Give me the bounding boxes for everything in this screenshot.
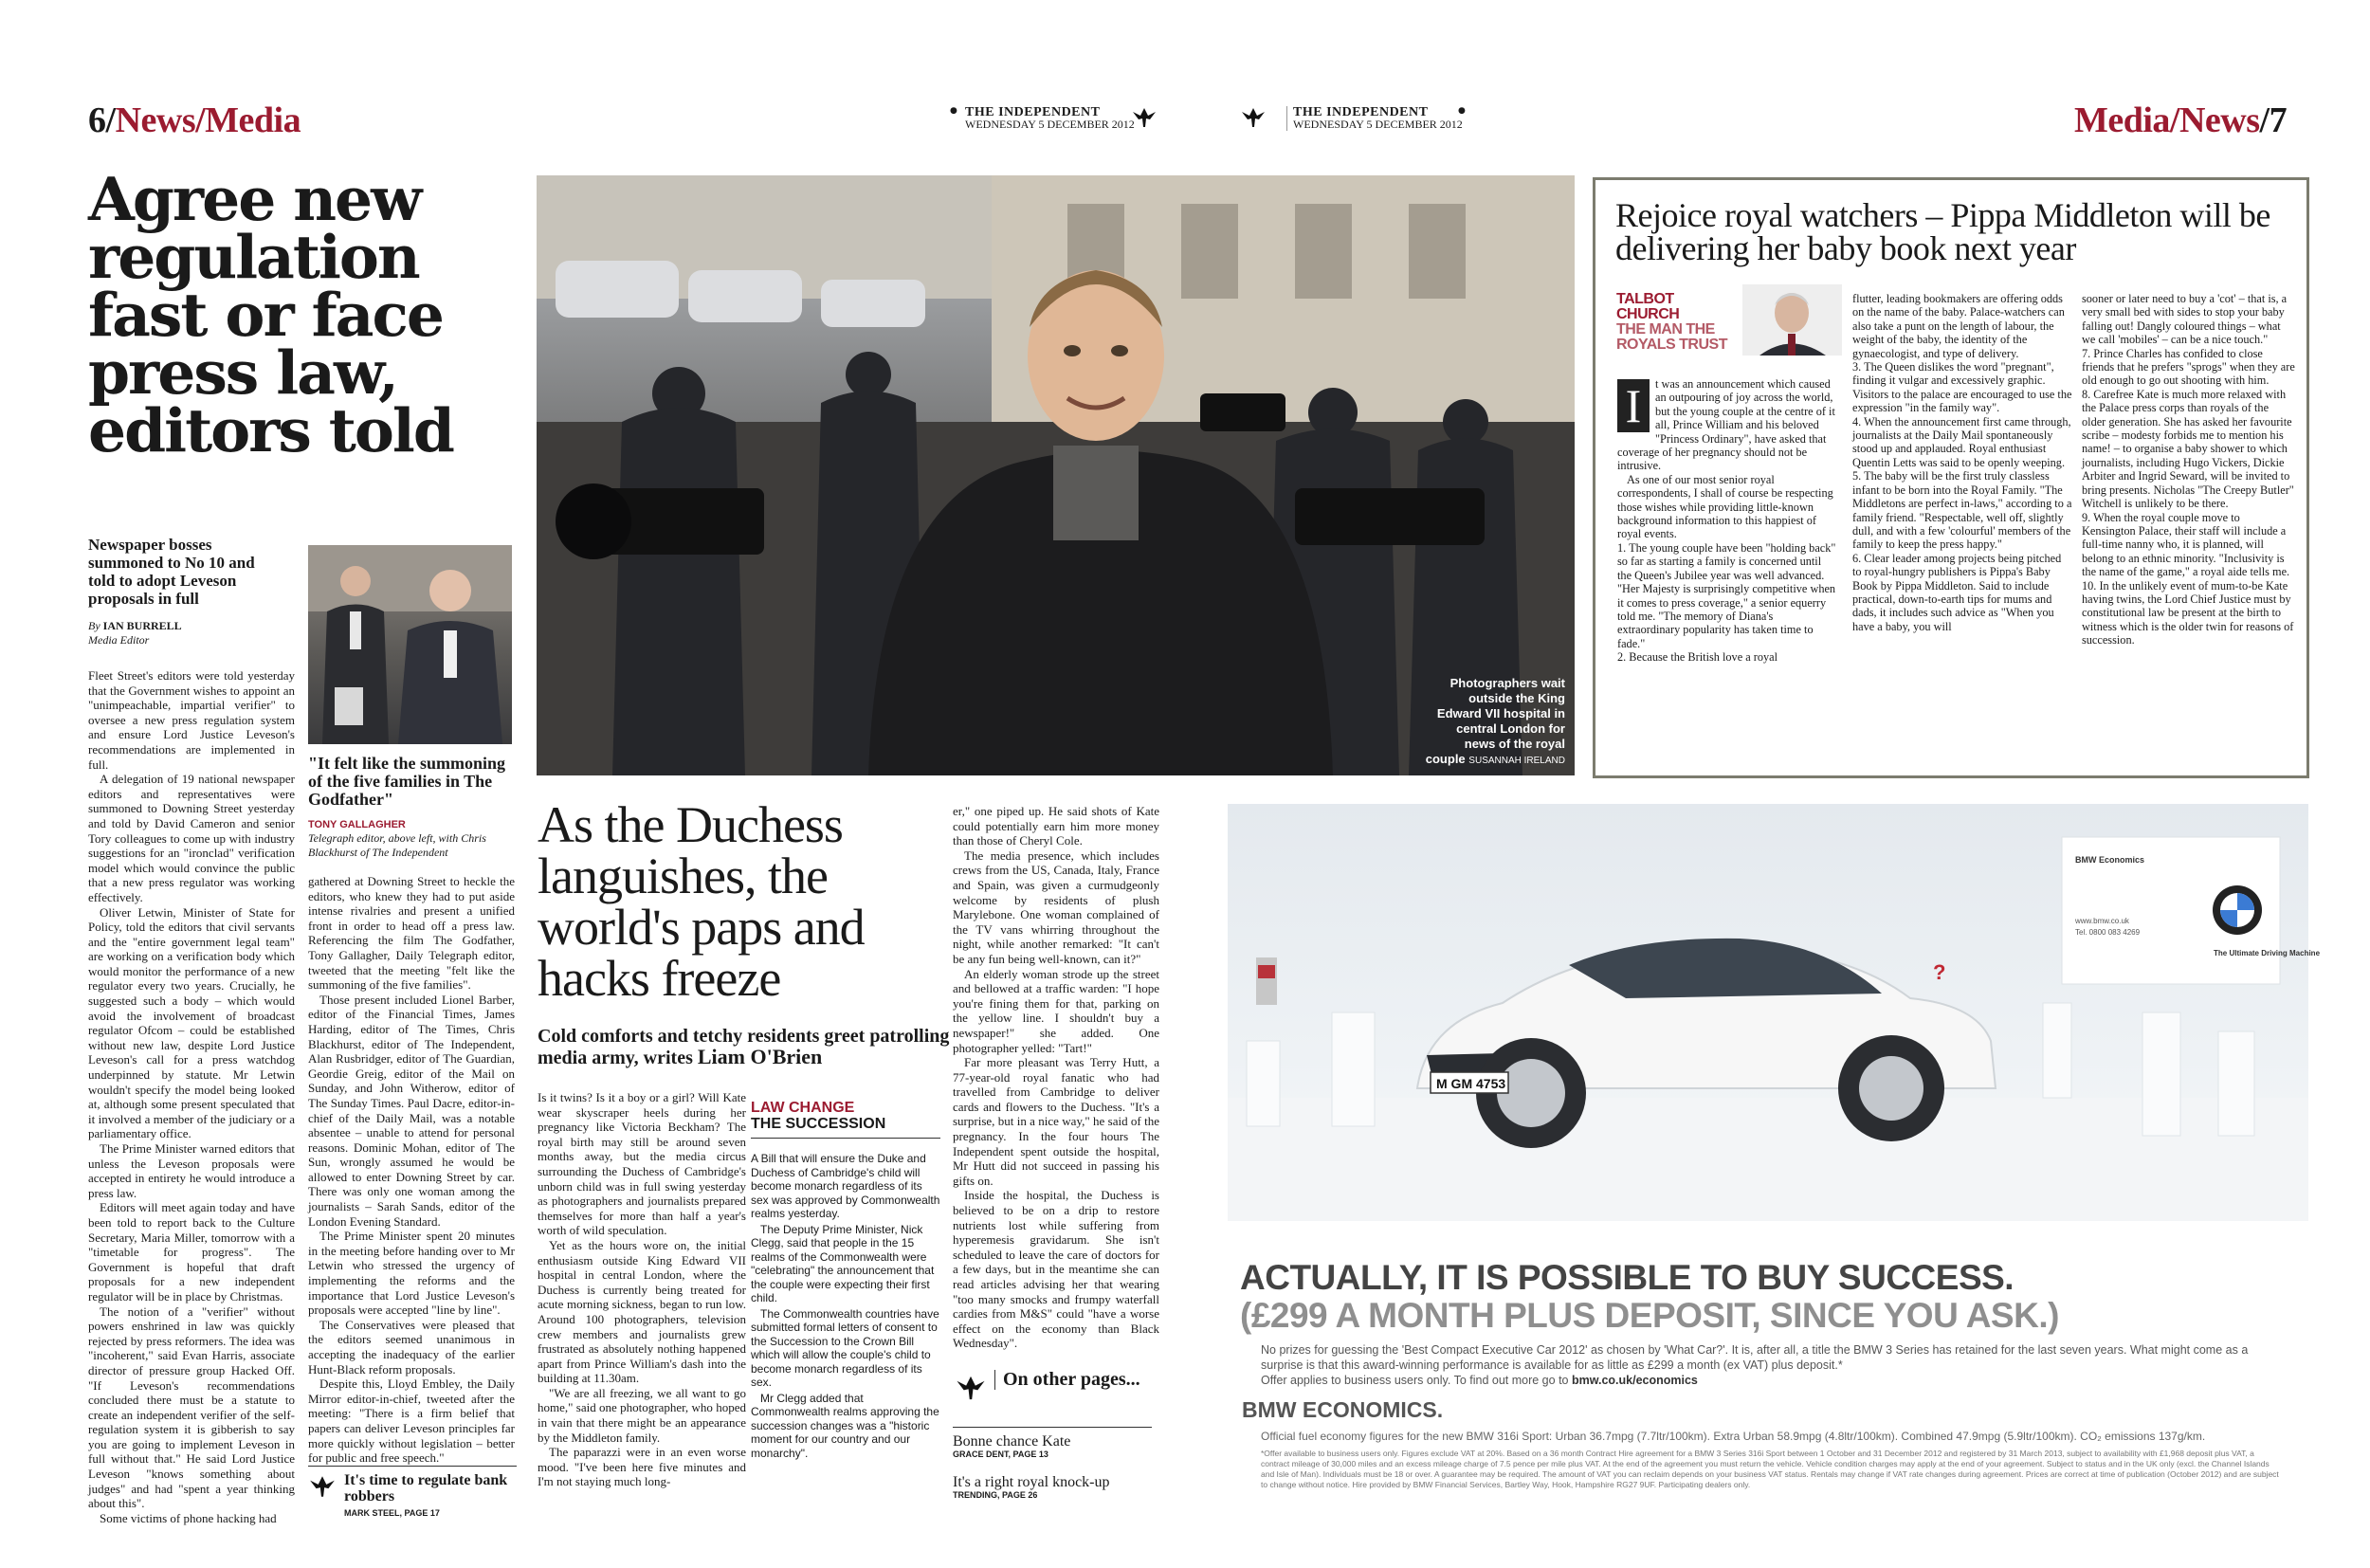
- byline-name: IAN BURRELL: [102, 619, 182, 632]
- byline-prefix: By: [88, 619, 100, 632]
- caption-text: Photographers wait outside the King Edward VII hospital in central London for news of the royal couple: [1425, 676, 1565, 766]
- pippa-paragraph: sooner or later need to buy a 'cot' – that is, a very small bed with sides to stop your baby falling out! Dangly coloured things – what we call 'mobiles' – can be a nice touch.": [2082, 292, 2288, 347]
- main-photo-illustration: [537, 175, 1575, 775]
- columnist-tag: [1616, 292, 1730, 353]
- photo-credit: SUSANNAH IRELAND: [1468, 756, 1565, 766]
- lead-paragraph: A delegation of 19 national newspaper editors and representatives were summoned to Downing Street yesterday and told by David Cameron and senior Tory colleagues to come up with industry suggestions for an "ironclad" verification model which would convince the public that a new press regulator was working effectively.: [88, 772, 295, 904]
- editors-photo-illustration: [308, 545, 512, 744]
- pull-quote: "It felt like the summoning of the five families in The Godfather": [308, 754, 505, 809]
- duchess-paragraph: Far more pleasant was Terry Hutt, a 77-year-old royal fanatic who had travelled from Cambridge to deliver cards and flowers to the Duchess. "It's a surprise, but in a nice way," he said of the pregnancy. In the four hours The Independent spent outside the hospital, Mr Hutt did not succeed in passing his gifts on.: [953, 1055, 1159, 1188]
- sidebar-paragraph: A Bill that will ensure the Duke and Duchess of Cambridge's child will become monarch regardless of its sex was approved by Commonwealth realms yesterday.: [751, 1152, 940, 1220]
- duchess-standfirst: [538, 1026, 955, 1068]
- bmw-fine-print: *Offer available to business users only. Figures exclude VAT at 20%. Based on a 36 month Contract Hire agreement for a BMW 3 Series 316i Sport between 1 October and 31 December 2012 and registered by 31 March 2013, subject to availability with £1,968 deposit plus VAT, a contract mileage of 30,000 miles and an excess mileage charge of 7.5 pence per mile plus VAT. At the end of the agreement you must return the vehicle. Vehicle condition charges may apply at the end of your agreement. Subject to status and in the UK only (excl. the Channel Islands and Isle of Man). Individuals must be 18 or over. A guarantee may be required. The amount of VAT you can reclaim depends on your business VAT status. Rentals may change if VAT rate changes during agreement. Prices are correct at time of publication (October 2012) and are subject to change without notice. Hire provided by BMW Financial Services, Bartley Way, Hook, Hampshire RG27 9UF. Participating dealers only.: [1261, 1449, 2279, 1489]
- duchess-paragraph: An elderly woman strode up the street and bellowed at a traffic warden: "I hope you're fining them for that, parking on the yellow line. I shouldn't buy a newspaper!" she added. One photographer yelled: "Tart!": [953, 966, 1159, 1055]
- drop-cap: I: [1617, 379, 1650, 432]
- ad-card-tel: Tel. 0800 083 4269: [2075, 928, 2141, 937]
- masthead-right: [1286, 106, 1463, 131]
- pippa-paragraph: 7. Prince Charles has confided to close friends that he prefers "sprogs" when they are old enough to go out shooting with him.: [2082, 346, 2295, 388]
- lead-headline: Agree new regulation fast or face press law, editors told: [88, 164, 453, 465]
- left-folio: [88, 100, 301, 141]
- duchess-paragraph: The media presence, which includes crews from the US, Canada, Italy, France and Spain, was given a curmudgeonly welcome by residents of plush Marylebone. One woman complained of the TV vans whirring throughout the night, while another remarked: "It can't be any fun being well-known, can it?": [953, 848, 1159, 966]
- other-pages-teaser-1[interactable]: [953, 1427, 1152, 1459]
- pull-quote-name: TONY GALLAGHER: [308, 819, 406, 830]
- masthead-left: [965, 106, 1135, 131]
- left-folio-number: 6/: [88, 100, 116, 140]
- duchess-paragraph: The paparazzi were in an even worse mood. "I've been here five minutes and I'm not staying much long-: [538, 1445, 746, 1489]
- bmw-logo-icon: [2213, 885, 2262, 935]
- bmw-url-link[interactable]: bmw.co.uk/economics: [1571, 1374, 1698, 1387]
- pippa-paragraph: 3. The Queen dislikes the word "pregnant", finding it vulgar and excessively graphic. Visitors to the palace are encouraged to use the expression "in the family way".: [1852, 360, 2072, 415]
- paper-name: THE INDEPENDENT: [965, 105, 1101, 119]
- paper-name: THE INDEPENDENT: [1293, 105, 1429, 119]
- succession-sidebar: [751, 1100, 940, 1462]
- right-folio: [2074, 100, 2287, 141]
- pull-quote-role: Telegraph editor, above left, with Chris Blackhurst of The Independent: [308, 831, 486, 859]
- teaser-2-ref: TRENDING, PAGE 26: [953, 1490, 1038, 1500]
- sidebar-title: THE SUCCESSION: [751, 1116, 940, 1139]
- columnist-tagline: THE MAN THE ROYALS TRUST: [1616, 321, 1727, 353]
- pippa-paragraph: 4. When the announcement first came through, journalists at the Daily Mail spontaneously stood up and applauded. Royal enthusiast Quentin Letts was said to be openly weeping.: [1852, 414, 2071, 469]
- lead-paragraph: gathered at Downing Street to heckle the editors, who knew they had to put aside intense rivalries and present a unified front in order to head off a press law. Referencing the film The Godfather, Tony Gallagher, Daily Telegraph editor, tweeted that the meeting "felt like the summoning of the five families".: [308, 874, 515, 993]
- bmw-headline-line-2: (£299 A MONTH PLUS DEPOSIT, SINCE YOU ASK.): [1240, 1296, 2059, 1335]
- issue-date: WEDNESDAY 5 DECEMBER 2012: [1293, 118, 1463, 131]
- columnist-name: TALBOT CHURCH: [1616, 291, 1680, 322]
- bmw-brand-line: BMW ECONOMICS.: [1242, 1397, 1444, 1422]
- ad-card-title: BMW Economics: [2075, 855, 2145, 865]
- main-photo: [537, 175, 1575, 775]
- left-folio-section: News/Media: [115, 100, 301, 140]
- right-folio-section: Media/News: [2074, 100, 2260, 140]
- duchess-column-2: [953, 804, 1159, 1351]
- issue-date: WEDNESDAY 5 DECEMBER 2012: [965, 118, 1135, 131]
- duchess-paragraph: Yet as the hours wore on, the initial enthusiasm outside King Edward VII hospital in central London, where the Duchess is currently being treated for acute morning sickness, began to run low. Around 100 photographers, television crew members and journalists grew frustrated as absolutely nothing happened apart from Prince William's dash into the building at 11.30am.: [538, 1237, 746, 1386]
- teaser-2-title: It's a right royal knock-up: [953, 1474, 1110, 1490]
- bmw-headline: [1240, 1259, 2321, 1335]
- other-pages-box[interactable]: [953, 1370, 1161, 1512]
- duchess-headline: As the Duchess languishes, the world's paps and hacks freeze: [538, 796, 865, 1007]
- lead-paragraph: Editors will meet again today and have been told to report back to the Culture Secretary, Maria Miller, tomorrow with a "timetable for progress". The Government is hopeful that draft proposals for a new independent regulator will be in place by Christmas.: [88, 1200, 295, 1304]
- other-pages-title: On other pages...: [994, 1370, 1164, 1390]
- columnist-portrait: [1742, 284, 1842, 356]
- lead-teaser[interactable]: [308, 1466, 517, 1518]
- lead-byline: [88, 619, 297, 647]
- lead-paragraph: The Prime Minister spent 20 minutes in the meeting before handing over to Mr Letwin who stressed the urgency of implementing the reforms and the importance that Lord Justice Leveson's proposals were accepted "line by line".: [308, 1229, 515, 1318]
- duchess-paragraph: er," one piped up. He said shots of Kate could potentially earn him more money than those of Cheryl Cole.: [953, 804, 1159, 848]
- duchess-paragraph: Inside the hospital, the Duchess is believed to be on a drip to restore nutrients lost while suffering from hyperemesis gravidarum. She isn't scheduled to leave the care of doctors for a few days, but in the meantime she can read articles advising her that wearing "too many smocks and frumpy waterfall cardies from M&S" could "have a worse effect on the economy than Black Wednesday".: [953, 1188, 1159, 1351]
- lead-paragraph: The Conservatives were pleased that the editors seemed unanimous in accepting the inadequacy of the earlier Hunt-Black reform proposals.: [308, 1317, 515, 1377]
- columnist-avatar: [1742, 284, 1842, 356]
- sidebar-paragraph: The Deputy Prime Minister, Nick Clegg, said that people in the 15 realms of the Commonwealth were "celebrating" the announcement that the couple were expecting their first child.: [751, 1222, 935, 1304]
- pull-quote-source: [308, 818, 512, 860]
- bmw-headline-line-1: ACTUALLY, IT IS POSSIBLE TO BUY SUCCESS.: [1240, 1258, 2014, 1297]
- duchess-paragraph: "We are all freezing, we all want to go home," said one photographer, who hoped in vain that there might be an appearance by the Middleton family.: [538, 1385, 746, 1445]
- teaser-1-ref: GRACE DENT, PAGE 13: [953, 1449, 1048, 1459]
- eagle-logo-icon: [308, 1472, 337, 1501]
- ad-tagline: The Ultimate Driving Machine: [2214, 949, 2321, 957]
- pippa-paragraph: 2. Because the British love a royal: [1617, 650, 1778, 665]
- ad-card-web: www.bmw.co.uk: [2075, 917, 2129, 925]
- pippa-paragraph: t was an announcement which caused an outpouring of joy across the world, but the young couple at the centre of it all, Prince William and his beloved "Princess Ordinary", have asked that coverage of her pregnancy should not be intrusive.: [1617, 377, 1835, 473]
- editors-photo: [308, 545, 512, 744]
- sidebar-kicker: LAW CHANGE: [751, 1100, 855, 1116]
- pippa-paragraph: 6. Clear leader among projects being pitched to royal-hungry publishers is Pippa's Baby Book by Pippa Middleton. Said to include practical, down-to-earth tips for mums and dads, it includes such advice as "When you have a baby, you will: [1852, 551, 2062, 633]
- duchess-standfirst-text: Cold comforts and tetchy residents greet patrolling media army, writes: [538, 1026, 950, 1068]
- duchess-column-1: [538, 1090, 746, 1489]
- lead-teaser-title: It's time to regulate bank robbers: [344, 1472, 508, 1504]
- sidebar-body: [751, 1152, 940, 1460]
- lead-paragraph: The notion of a "verifier" without powers enshrined in law was quickly rejected by press reformers. The idea was "incoherent," said Evan Harris, associate director of pressure group Hacked Off. "If Leveson's recommendations concluded there must be a statute to create an independent verifier of the self-regulation system it is gibberish to say you are going to implement Leveson in full without that." He said Lord Justice Leveson "knows something about judges" and had "spent a year thinking about this".: [88, 1304, 295, 1511]
- bullet-icon: ●: [950, 106, 957, 116]
- lead-paragraph: Those present included Lionel Barber, editor of the Financial Times, James Harding, editor of The Times, Chris Blackhurst, editor of The Independent, Alan Rusbridger, editor of The Guardian, Geordie Greig, editor of the Mail on Sunday, and John Witherow, editor of The Sunday Times. Paul Dacre, editor-in-chief of the Daily Mail, was a notable absentee – unable to attend for personal reasons. Dominic Mohan, editor of The Sun, wrongly assumed he would be allowed to enter Downing Street by car. There was only one woman among the journalists – Sarah Sands, editor of the London Evening Standard.: [308, 992, 515, 1229]
- question-mark-icon: ?: [1933, 960, 1946, 984]
- teaser-1-title: Bonne chance Kate: [953, 1433, 1071, 1449]
- bullet-icon: ●: [1458, 106, 1466, 116]
- eagle-logo-icon: [1131, 104, 1158, 131]
- eagle-logo-icon: [1240, 104, 1267, 131]
- duchess-writer: Liam O'Brien: [697, 1045, 823, 1068]
- pippa-paragraph: 5. The baby will be the first truly classless infant to be born into the Royal Family. "The Middletons are perfect in-laws," according to a family friend. "Respectable, well off, slightly dull, and with a few 'colourful' members of the family to keep the press happy.": [1852, 469, 2072, 552]
- bmw-fuel-figures: Official fuel economy figures for the new BMW 316i Sport: Urban 36.7mpg (7.7ltr/100km). Extra Urban 58.9mpg (4.8ltr/100km). Combined 47.9mpg (5.9ltr/100km). CO₂ emissions 137g/km.: [1261, 1430, 2206, 1443]
- lead-column-2: [308, 874, 515, 1466]
- pippa-column-2: [1852, 292, 2072, 633]
- license-plate: M GM 4753: [1436, 1076, 1506, 1091]
- right-folio-number: /7: [2259, 100, 2288, 140]
- lead-paragraph: Fleet Street's editors were told yesterday that the Government wishes to appoint an "unimpeachable, impartial verifier" to oversee a new press regulation system and ensure Lord Justice Leveson's recommendations are implemented in full.: [88, 668, 295, 772]
- lead-teaser-ref: MARK STEEL, PAGE 17: [344, 1508, 440, 1518]
- pippa-paragraph: 1. The young couple have been "holding back" so far as starting a family is concerned until the Queen's Jubilee year was well advanced. "Her Majesty is surprisingly competitive when it comes to press coverage," a senior equerry told me. "The memory of Diana's extraordinary popularity has taken time to fade.": [1617, 540, 1836, 650]
- lead-standfirst: Newspaper bosses summoned to No 10 and told to adopt Leveson proposals in full: [88, 536, 255, 608]
- bmw-ad-image[interactable]: [1228, 804, 2321, 1221]
- pippa-paragraph: 10. In the unlikely event of mum-to-be Kate having twins, the Lord Chief Justice must by constitutional law be present at the birth to witness which is the older twin for reasons of succession.: [2082, 578, 2294, 647]
- eagle-logo-icon: [955, 1372, 987, 1404]
- sidebar-paragraph: Mr Clegg added that Commonwealth realms approving the succession changes was a "historic moment for our country and our monarchy".: [751, 1391, 939, 1460]
- sidebar-paragraph: The Commonwealth countries have submitted formal letters of consent to the Succession to the Crown Bill which will allow the couple's child to become monarch regardless of its sex.: [751, 1306, 939, 1389]
- photo-caption: [1423, 676, 1565, 769]
- bmw-offer-text: Offer applies to business users only. To find out more go to: [1261, 1374, 1569, 1387]
- pippa-paragraph: flutter, leading bookmakers are offering odds on the name of the baby. Palace-watchers can also take a punt on the length of labour, the weight of the baby, the identity of the gynaecologist, and type of delivery.: [1852, 292, 2065, 360]
- lead-column-1: [88, 668, 295, 1525]
- lead-paragraph: Some victims of phone hacking had: [100, 1510, 277, 1525]
- pippa-column-1: [1617, 377, 1837, 665]
- lead-paragraph: The Prime Minister warned editors that unless the Leveson proposals were accepted in entirety he would introduce a press law.: [88, 1141, 295, 1200]
- duchess-paragraph: Is it twins? Is it a boy or a girl? Will Kate wear skyscraper heels during her pregnancy like Victoria Beckham? The royal birth may still be around seven months away, but the media circus surrounding the Duchess of Cambridge's unborn child was in full swing yesterday as photographers and journalists prepared themselves for more than half a year's worth of wild speculation.: [538, 1090, 746, 1238]
- pippa-paragraph: 9. When the royal couple move to Kensington Palace, their staff will include a full-time nanny who, it is planned, will belong to an ethnic minority. "Inclusivity is the name of the game," a royal aide tells me.: [2082, 510, 2290, 579]
- bmw-copy: [1261, 1342, 2285, 1388]
- pippa-headline: Rejoice royal watchers – Pippa Middleton will be delivering her baby book next year: [1615, 196, 2270, 267]
- byline-role: Media Editor: [88, 633, 150, 647]
- pippa-paragraph: 8. Carefree Kate is much more relaxed with the Palace press corps than royals of the older generation. She has asked her favourite scribe – modesty forbids me to mention his name! – to organise a baby shower to which journalists, including Hugo Vickers, Dickie Arbiter and Ingrid Seward, will be invited to bring presents. Nicholas "The Creepy Butler" Witchell is unlikely to be there.: [2082, 387, 2294, 511]
- pippa-column-3: [2082, 292, 2295, 647]
- lead-paragraph: Despite this, Lloyd Embley, the Daily Mirror editor-in-chief, tweeted after the meeting: "There is a firm belief that papers can deliver Leveson principles far more quickly without legislation – better for public and free speech.": [308, 1377, 515, 1466]
- other-pages-teaser-2[interactable]: [953, 1474, 1152, 1500]
- lead-paragraph: Oliver Letwin, Minister of State for Policy, told the editors that civil servants and the "entire government legal team" are working on a verification body which would monitor the performance of a new regulator every two years. Crucially, he suggested such a body – which would avoid the involvement of broadcast regulator Ofcom – could be established without new law, despite Lord Justice Leveson's call for a press watchdog underpinned by statute. Mr Letwin wouldn't specify the model being looked at, although some present speculated that it involved a member of the judiciary or a parliamentary office.: [88, 904, 295, 1141]
- pippa-paragraph: As one of our most senior royal correspondents, I shall of course be respecting those wishes while providing little-known background information to this happiest of royal events.: [1617, 472, 1833, 541]
- bmw-car-illustration: [1228, 804, 2321, 1221]
- bmw-copy-text: No prizes for guessing the 'Best Compact Executive Car 2012' as chosen by 'What Car?'. It is, after all, a title the BMW 3 Series has retained for the last seven years. What might come as a surprise is that this award-winning performance is available for as little as £299 a month (ex VAT) plus deposit.*: [1261, 1343, 2249, 1372]
